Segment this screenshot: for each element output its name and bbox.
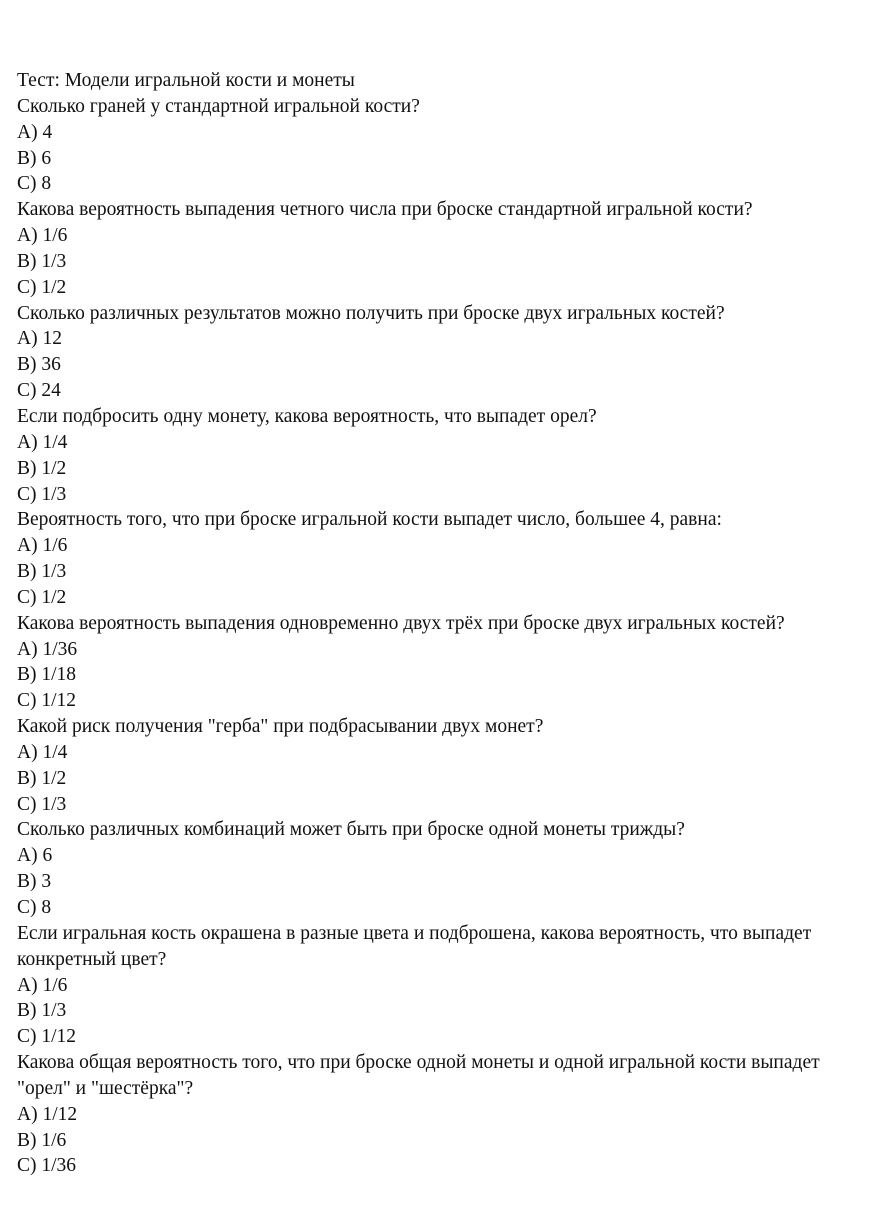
question-block [17,94,867,197]
answer-option: B) 1/18 [17,664,77,686]
answer-option: B) 1/3 [17,250,67,272]
question-block [17,404,867,507]
question-text: Если подбросить одну монету, какова вероятность, что выпадет орел? [17,405,597,427]
answer-option: A) 1/4 [17,431,68,453]
answer-option: A) 1/6 [17,225,68,247]
answer-option: C) 1/3 [17,483,67,505]
answer-option: B) 1/6 [17,1129,67,1151]
question-block [17,817,867,920]
answer-option: C) 1/2 [17,276,67,298]
answer-option: B) 1/2 [17,457,67,479]
answer-option: C) 1/12 [17,1026,77,1048]
answer-option: A) 1/36 [17,638,78,660]
question-block [17,1050,867,1179]
question-block [17,507,867,610]
question-block [17,921,867,1050]
question-block [17,611,867,714]
answer-option: A) 12 [17,328,62,350]
document-title: Тест: Модели игральной кости и монеты [17,70,355,91]
question-text: Вероятность того, что при броске игральной кости выпадет число, большее 4, равна: [17,509,722,531]
answer-option: B) 3 [17,871,52,893]
answer-option: C) 1/36 [17,1155,77,1177]
question-text: Какова общая вероятность того, что при броске одной монеты и одной игральной кости выпадет "орел" и "шестёрка"? [17,1052,820,1099]
answer-option: A) 1/6 [17,535,68,557]
answer-option: B) 6 [17,147,52,169]
answer-option: A) 1/6 [17,974,68,996]
question-text: Сколько различных результатов можно получить при броске двух игральных костей? [17,302,725,324]
question-text: Какова вероятность выпадения четного числа при броске стандартной игральной кости? [17,199,753,221]
answer-option: C) 8 [17,897,52,918]
answer-option: B) 1/3 [17,1000,67,1022]
question-text: Сколько различных комбинаций может быть при броске одной монеты трижды? [17,819,685,841]
answer-option: B) 1/2 [17,767,67,789]
document-page [17,68,867,1179]
question-text: Если игральная кость окрашена в разные цвета и подброшена, какова вероятность, что выпадет конкретный цвет? [17,922,812,970]
question-block [17,714,867,817]
answer-option: A) 6 [17,845,53,867]
question-text: Сколько граней у стандартной игральной кости? [17,95,420,117]
question-block [17,197,867,300]
answer-option: C) 8 [17,173,52,195]
question-block [17,301,867,404]
question-text: Какой риск получения "герба" при подбрасывании двух монет? [17,716,544,738]
answer-option: C) 1/12 [17,690,77,712]
answer-option: C) 24 [17,380,61,402]
question-text: Какова вероятность выпадения одновременно двух трёх при броске двух игральных костей? [17,612,785,634]
answer-option: A) 1/4 [17,741,68,763]
answer-option: C) 1/3 [17,793,67,815]
answer-option: A) 4 [17,121,53,143]
answer-option: B) 1/3 [17,561,67,583]
answer-option: C) 1/2 [17,586,67,608]
answer-option: A) 1/12 [17,1103,78,1125]
answer-option: B) 36 [17,354,61,376]
